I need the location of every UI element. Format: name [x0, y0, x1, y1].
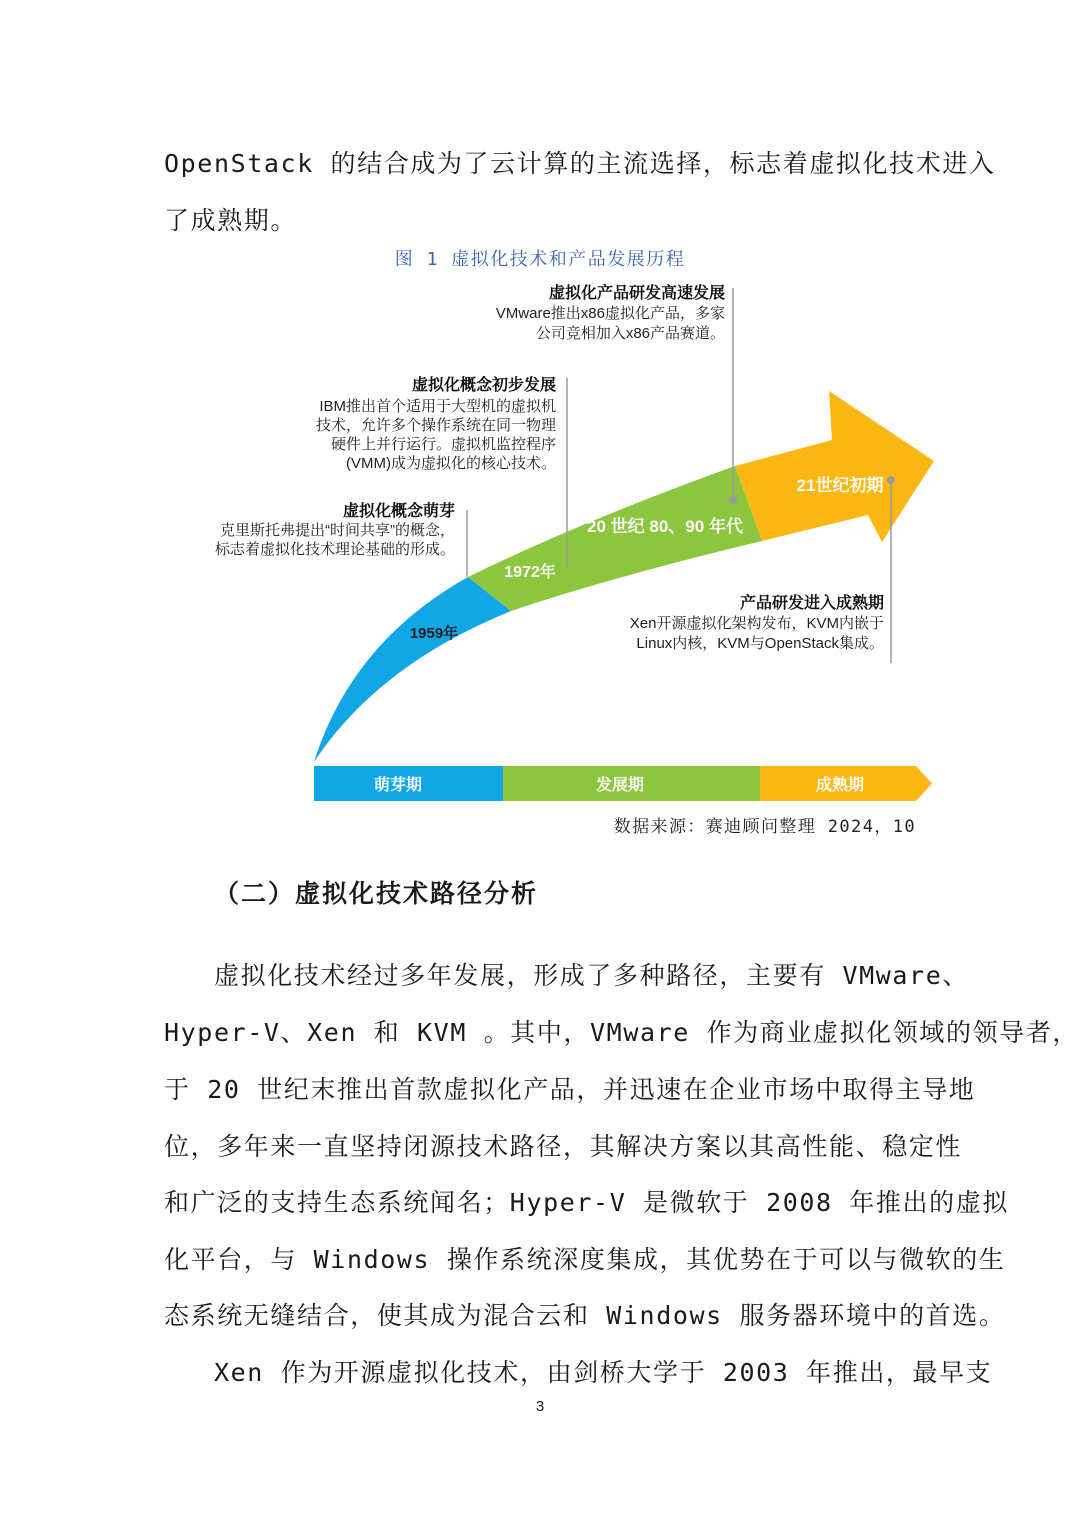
milestone-8090-line-2: 公司竞相加入x86产品赛道。 — [535, 325, 725, 342]
connector-dot-21c — [887, 476, 895, 484]
phase-label-mature: 成熟期 — [815, 777, 865, 794]
milestone-1972-line-2: 技术，允许多个操作系统在同一物理 — [315, 417, 556, 434]
section-line-2: Hyper-V、Xen 和 KVM 。其中，VMware 作为商业虚拟化领域的领导者， — [164, 1018, 1079, 1047]
section-line-6: 化平台，与 Windows 操作系统深度集成，其优势在于可以与微软的生 — [164, 1245, 1006, 1274]
section-line-1: 虚拟化技术经过多年发展，形成了多种路径，主要有 VMware、 — [214, 961, 969, 990]
page-number: 3 — [535, 1398, 545, 1415]
year-label-21c: 21世纪初期 — [796, 476, 884, 495]
section-heading: （二）虚拟化技术路径分析 — [214, 879, 539, 908]
arrow-segment-green — [468, 466, 762, 611]
year-label-1959: 1959年 — [409, 625, 459, 642]
milestone-1959-heading: 虚拟化概念萌芽 — [342, 503, 455, 520]
milestone-21c-line-1: Xen开源虚拟化架构发布，KVM内嵌于 — [629, 615, 884, 632]
milestone-1972-line-4: (VMM)成为虚拟化的核心技术。 — [346, 455, 556, 472]
phase-label-sprout: 萌芽期 — [373, 777, 423, 794]
milestone-1959-line-1: 克里斯托弗提出“时间共享”的概念， — [220, 522, 455, 539]
year-label-8090: 20 世纪 80、90 年代 — [587, 517, 743, 536]
milestone-8090-heading: 虚拟化产品研发高速发展 — [548, 285, 725, 302]
connector-dot-8090 — [729, 496, 737, 504]
intro-line-2: 了成熟期。 — [164, 206, 298, 235]
intro-line-1: OpenStack 的结合成为了云计算的主流选择，标志着虚拟化技术进入 — [164, 149, 996, 178]
section-line-5: 和广泛的支持生态系统闻名；Hyper-V 是微软于 2008 年推出的虚拟 — [164, 1188, 1009, 1217]
arrow-segment-blue — [314, 577, 511, 762]
milestone-1972-line-1: IBM推出首个适用于大型机的虚拟机 — [319, 398, 556, 415]
figure-source: 数据来源：赛迪顾问整理 2024，10 — [613, 817, 916, 837]
phase-label-develop: 发展期 — [595, 777, 645, 794]
milestone-1972-line-3: 硬件上并行运行。虚拟机监控程序 — [330, 436, 556, 453]
year-label-1972: 1972年 — [504, 564, 556, 581]
milestone-21c-heading: 产品研发进入成熟期 — [739, 595, 884, 612]
section-line-4: 位，多年来一直坚持闭源技术路径，其解决方案以其高性能、稳定性 — [164, 1132, 963, 1161]
milestone-1959-line-2: 标志着虚拟化技术理论基础的形成。 — [214, 541, 455, 558]
virtualization-timeline-diagram — [0, 270, 1080, 810]
section-line-8: Xen 作为开源虚拟化技术，由剑桥大学于 2003 年推出，最早支 — [214, 1358, 993, 1387]
section-line-7: 态系统无缝结合，使其成为混合云和 Windows 服务器环境中的首选。 — [164, 1301, 1006, 1330]
milestone-1972-heading: 虚拟化概念初步发展 — [411, 377, 556, 394]
milestone-21c-line-2: Linux内核，KVM与OpenStack集成。 — [636, 635, 884, 652]
arrow-segment-yellow-head — [735, 391, 934, 542]
section-line-3: 于 20 世纪末推出首款虚拟化产品，并迅速在企业市场中取得主导地 — [164, 1075, 976, 1104]
figure-title: 图 1 虚拟化技术和产品发展历程 — [394, 249, 686, 270]
milestone-8090-line-1: VMware推出x86虚拟化产品，多家 — [495, 305, 725, 322]
